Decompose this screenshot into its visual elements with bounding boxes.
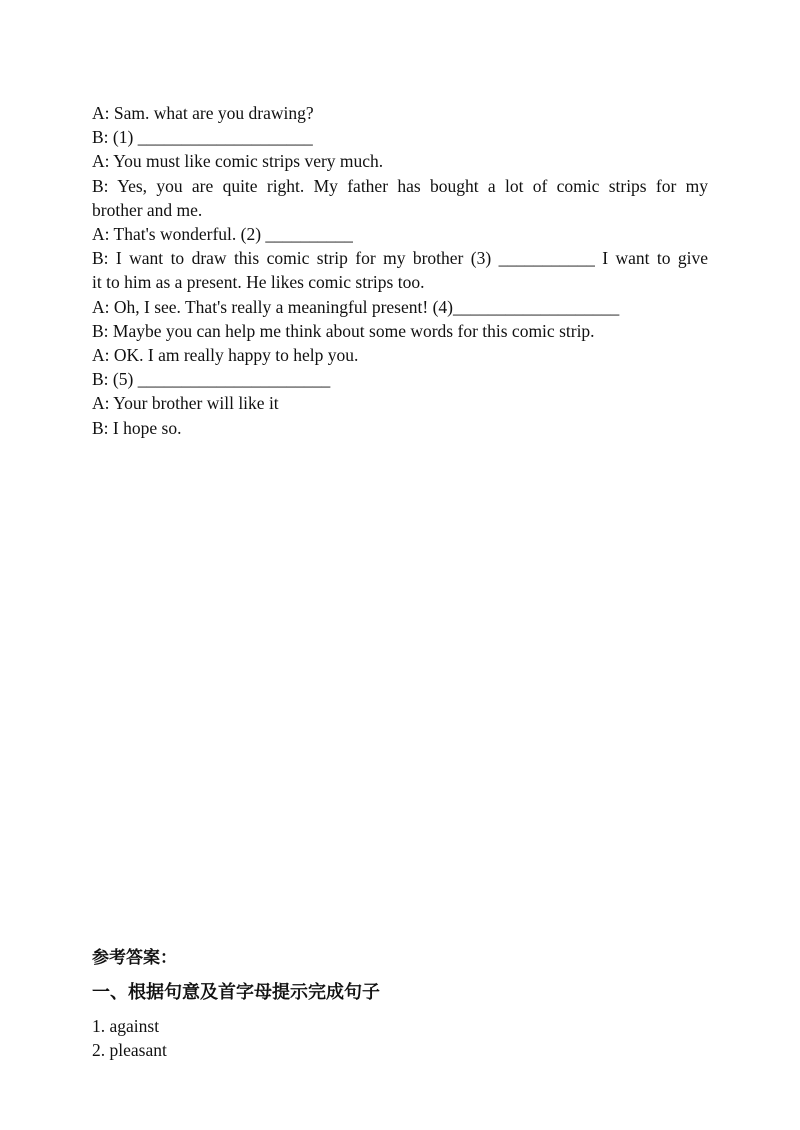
dialogue-line: B: (1) ____________________ [92,127,313,148]
dialogue-line: A: You must like comic strips very much. [92,151,384,172]
dialogue-line: A: Oh, I see. That's really a meaningful present! (4)___________________ [92,296,620,317]
answer-key-title: 参考答案： [92,948,177,968]
dialogue-block [92,101,708,440]
dialogue-line: A: OK. I am really happy to help you. [92,345,359,366]
answer-item: 1. against [92,1016,160,1036]
answer-key [92,946,708,1062]
section-title: 一、根据句意及首字母提示完成句子 [92,982,380,1003]
dialogue-line: B: I want to draw this comic strip for my brother (3) ___________ I want to give [92,248,708,269]
dialogue-line: A: That's wonderful. (2) __________ [92,224,353,245]
dialogue-line: B: I hope so. [92,417,182,438]
dialogue-line: B: Yes, you are quite right. My father has bought a lot of comic strips for my [92,175,708,196]
dialogue-line: A: Your brother will like it [92,393,279,414]
dialogue-line: brother and me. [92,199,203,220]
dialogue-line: B: (5) ______________________ [92,369,331,390]
answer-item: 2. pleasant [92,1040,167,1061]
dialogue-line: A: Sam. what are you drawing? [92,103,314,123]
dialogue-line: it to him as a present. He likes comic strips too. [92,272,425,293]
dialogue-line: B: Maybe you can help me think about some words for this comic strip. [92,320,595,341]
